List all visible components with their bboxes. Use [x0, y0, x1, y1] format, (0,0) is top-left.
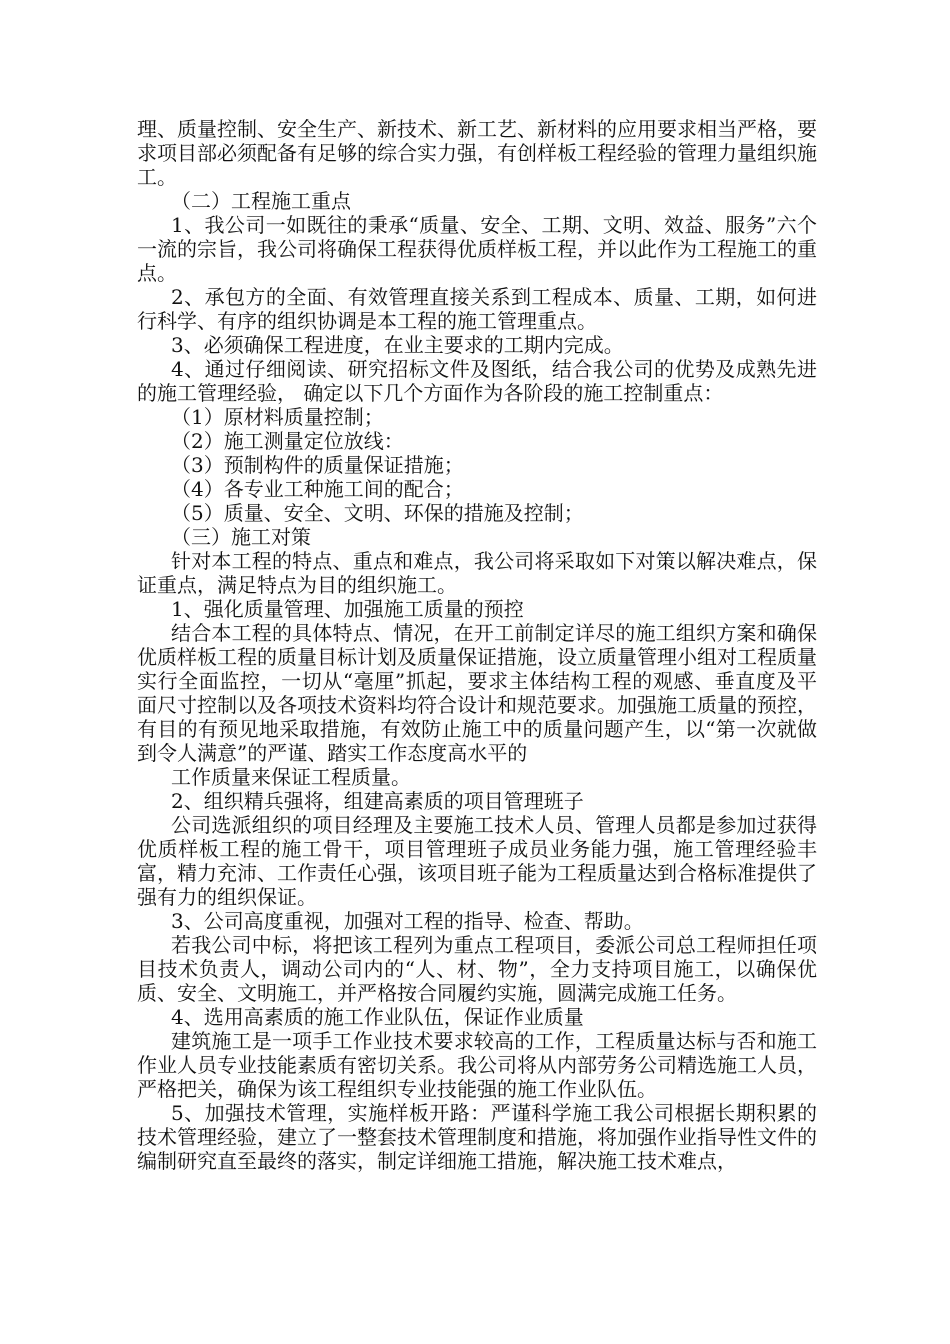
list-item-control-2: （2）施工测量定位放线：: [171, 429, 404, 453]
document-body: [137, 117, 817, 1173]
paragraph-point-4: 4、通过仔细阅读、研究招标文件及图纸，结合我公司的优势及成熟先进的施工管理经验， 确定以下几个方面作为各阶段的施工控制重点：: [137, 357, 817, 405]
paragraph-continuation: 理、质量控制、安全生产、新技术、新工艺、新材料的应用要求相当严格，要求项目部必须配备有足够的综合实力强，有创样板工程经验的管理力量组织施工。: [137, 117, 817, 189]
section-heading-countermeasures: （三）施工对策: [171, 525, 311, 549]
paragraph-work-teams: 建筑施工是一项手工作业技术要求较高的工作，工程质量达标与否和施工作业人员专业技能素质有密切关系。我公司将从内部劳务公司精选施工人员，严格把关，确保为该工程组织专业技能强的施工作业队伍。: [137, 1029, 817, 1101]
paragraph-company-support: 若我公司中标，将把该工程列为重点工程项目，委派公司总工程师担任项目技术负责人，调动公司内的“人、材、物”，全力支持项目施工，以确保优质、安全、文明施工，并严格按合同履约实施，圆满完成施工任务。: [137, 933, 817, 1005]
paragraph-point-1: 1、我公司一如既往的秉承“质量、安全、工期、文明、效益、服务”六个一流的宗旨，我公司将确保工程获得优质样板工程，并以此作为工程施工的重点。: [137, 213, 817, 285]
paragraph-point-2: 2、承包方的全面、有效管理直接关系到工程成本、质量、工期，如何进行科学、有序的组织协调是本工程的施工管理重点。: [137, 285, 817, 333]
paragraph-quality-management-end: 工作质量来保证工程质量。: [171, 765, 411, 789]
section-heading-key-points: （二）工程施工重点: [171, 189, 351, 213]
subheading-company-support: 3、公司高度重视，加强对工程的指导、检查、帮助。: [171, 909, 644, 933]
subheading-quality-management: 1、强化质量管理、加强施工质量的预控: [171, 597, 524, 621]
paragraph-point-3: 3、必须确保工程进度，在业主要求的工期内完成。: [171, 333, 624, 357]
paragraph-project-team: 公司选派组织的项目经理及主要施工技术人员、管理人员都是参加过获得优质样板工程的施工骨干，项目管理班子成员业务能力强，施工管理经验丰富，精力充沛、工作责任心强，该项目班子能为工程质量达到合格标准提供了强有力的组织保证。: [137, 813, 817, 909]
list-item-control-3: （3）预制构件的质量保证措施；: [171, 453, 464, 477]
paragraph-technical-management: 5、加强技术管理，实施样板开路：严谨科学施工我公司根据长期积累的技术管理经验，建立了一整套技术管理制度和措施，将加强作业指导性文件的编制研究直至最终的落实，制定详细施工措施，解决施工技术难点，: [137, 1101, 817, 1173]
subheading-work-teams: 4、选用高素质的施工作业队伍，保证作业质量: [171, 1005, 584, 1029]
subheading-project-team: 2、组织精兵强将，组建高素质的项目管理班子: [171, 789, 584, 813]
list-item-control-1: （1）原材料质量控制；: [171, 405, 384, 429]
list-item-control-5: （5）质量、安全、文明、环保的措施及控制；: [171, 501, 584, 525]
paragraph-countermeasures-intro: 针对本工程的特点、重点和难点，我公司将采取如下对策以解决难点，保证重点，满足特点为目的组织施工。: [137, 549, 817, 597]
list-item-control-4: （4）各专业工种施工间的配合；: [171, 477, 464, 501]
paragraph-quality-management: 结合本工程的具体特点、情况，在开工前制定详尽的施工组织方案和确保优质样板工程的质量目标计划及质量保证措施，设立质量管理小组对工程质量实行全面监控，一切从“毫厘”抓起，要求主体结构工程的观感、垂直度及平面尺寸控制以及各项技术资料均符合设计和规范要求。加强施工质量的预控，有目的有预见地采取措施，有效防止施工中的质量问题产生，以“第一次就做到令人满意”的严谨、踏实工作态度高水平的: [137, 621, 817, 765]
